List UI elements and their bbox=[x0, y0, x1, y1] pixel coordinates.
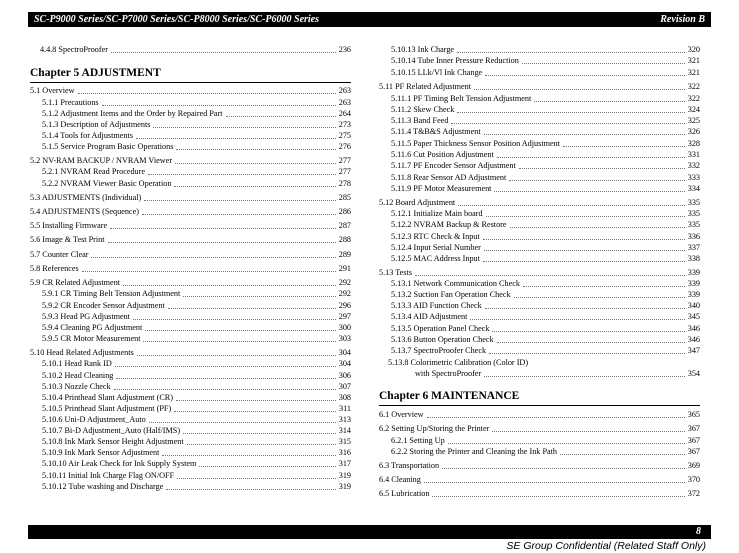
toc-entry[interactable]: 6.1 Overview 365 bbox=[379, 410, 700, 419]
toc-entry[interactable]: 5.13.1 Network Communication Check 339 bbox=[391, 279, 700, 288]
toc-entry[interactable]: 6.3 Transportation 369 bbox=[379, 461, 700, 470]
toc-entry[interactable]: 5.10.15 LLk/Vl Ink Change 321 bbox=[391, 68, 700, 77]
toc-entry[interactable]: 5.11.2 Skew Check 324 bbox=[391, 105, 700, 114]
header-revision: Revision B bbox=[660, 14, 705, 25]
toc-entry[interactable]: 6.4 Cleaning 370 bbox=[379, 475, 700, 484]
toc-entry[interactable]: 5.10.9 Ink Mark Sensor Adjustment 316 bbox=[42, 448, 351, 457]
toc-entry[interactable]: 5.1.2 Adjustment Items and the Order by Repaired Part 264 bbox=[42, 109, 351, 118]
toc-entry[interactable]: 5.11.5 Paper Thickness Sensor Position Adjustment 328 bbox=[391, 139, 700, 148]
toc-entry[interactable]: 5.9.5 CR Motor Measurement 303 bbox=[42, 334, 351, 343]
toc-entry[interactable]: 5.13.4 AID Adjustment 345 bbox=[391, 312, 700, 321]
toc-entry[interactable]: 5.11.3 Band Feed 325 bbox=[391, 116, 700, 125]
toc-entry[interactable]: 4.4.8 SpectroProofer 236 bbox=[40, 45, 351, 54]
toc-entry[interactable]: 5.11.1 PF Timing Belt Tension Adjustment 322 bbox=[391, 94, 700, 103]
toc-entry[interactable]: 6.5 Lubrication 372 bbox=[379, 489, 700, 498]
toc-entry[interactable]: 5.11.8 Rear Sensor AD Adjustment 333 bbox=[391, 173, 700, 182]
toc-entry[interactable]: 5.13.5 Operation Panel Check 346 bbox=[391, 324, 700, 333]
confidential-notice: SE Group Confidential (Related Staff Only) bbox=[506, 540, 706, 552]
toc-entry[interactable]: 5.1.1 Precautions 263 bbox=[42, 98, 351, 107]
chapter-heading: Chapter 6 MAINTENANCE bbox=[379, 390, 520, 402]
toc-entry[interactable]: 5.11 PF Related Adjustment 322 bbox=[379, 82, 700, 91]
toc-entry[interactable]: 5.10.1 Head Rank ID 304 bbox=[42, 359, 351, 368]
toc-entry[interactable]: 5.9.2 CR Encoder Sensor Adjustment 296 bbox=[42, 301, 351, 310]
toc-entry[interactable]: 5.10.7 Bi-D Adjustment_Auto (Half/IMS) 314 bbox=[42, 426, 351, 435]
toc-entry[interactable]: 6.2.2 Storing the Printer and Cleaning the Ink Path 367 bbox=[391, 447, 700, 456]
toc-entry[interactable]: 5.12.5 MAC Address Input 338 bbox=[391, 254, 700, 263]
toc-entry[interactable]: 5.10.4 Printhead Slant Adjustment (CR) 308 bbox=[42, 393, 351, 402]
toc-entry[interactable]: 5.9.1 CR Timing Belt Tension Adjustment 292 bbox=[42, 289, 351, 298]
header-title: SC-P9000 Series/SC-P7000 Series/SC-P8000 Series/SC-P6000 Series bbox=[34, 14, 320, 25]
toc-entry[interactable]: 5.11.7 PF Encoder Sensor Adjustment 332 bbox=[391, 161, 700, 170]
toc-entry[interactable]: 5.11.4 T&B&S Adjustment 326 bbox=[391, 127, 700, 136]
chapter-rule bbox=[379, 405, 700, 406]
toc-entry[interactable]: 5.13 Tests 339 bbox=[379, 268, 700, 277]
toc-entry[interactable]: 5.13.3 AID Function Check 340 bbox=[391, 301, 700, 310]
toc-entry[interactable]: 5.3 ADJUSTMENTS (Individual) 285 bbox=[30, 193, 351, 202]
toc-entry[interactable]: 5.11.9 PF Motor Measurement 334 bbox=[391, 184, 700, 193]
page-footer bbox=[28, 525, 711, 539]
toc-entry[interactable]: 5.12.1 Initialize Main board 335 bbox=[391, 209, 700, 218]
toc-entry[interactable]: 5.13.7 SpectroProofer Check 347 bbox=[391, 346, 700, 355]
page-header bbox=[28, 12, 711, 27]
toc-entry[interactable]: 5.12.4 Input Serial Number 337 bbox=[391, 243, 700, 252]
toc-entry[interactable]: 5.9.3 Head PG Adjustment 297 bbox=[42, 312, 351, 321]
toc-entry[interactable]: 5.1.4 Tools for Adjustments 275 bbox=[42, 131, 351, 140]
toc-entry[interactable]: 5.1 Overview 263 bbox=[30, 86, 351, 95]
chapter-heading: Chapter 5 ADJUSTMENT bbox=[30, 67, 161, 79]
toc-entry[interactable]: 5.10.14 Tube Inner Pressure Reduction 321 bbox=[391, 56, 700, 65]
toc-entry[interactable]: 5.12 Board Adjustment 335 bbox=[379, 198, 700, 207]
toc-entry[interactable]: 5.11.6 Cut Position Adjustment 331 bbox=[391, 150, 700, 159]
toc-entry[interactable]: 6.2 Setting Up/Storing the Printer 367 bbox=[379, 424, 700, 433]
toc-entry-multiline-line2[interactable]: with SpectroProofer 354 bbox=[415, 369, 700, 378]
toc-entry[interactable]: 5.10.6 Uni-D Adjustment_Auto 313 bbox=[42, 415, 351, 424]
page-number: 8 bbox=[696, 526, 701, 537]
toc-entry[interactable]: 5.2.1 NVRAM Read Procedure 277 bbox=[42, 167, 351, 176]
toc-entry[interactable]: 5.9.4 Cleaning PG Adjustment 300 bbox=[42, 323, 351, 332]
toc-entry[interactable]: 5.10.5 Printhead Slant Adjustment (PF) 311 bbox=[42, 404, 351, 413]
toc-entry[interactable]: 5.13.2 Suction Fan Operation Check 339 bbox=[391, 290, 700, 299]
toc-entry[interactable]: 5.10 Head Related Adjustments 304 bbox=[30, 348, 351, 357]
toc-entry[interactable]: 6.2.1 Setting Up 367 bbox=[391, 436, 700, 445]
toc-entry[interactable]: 5.7 Counter Clear 289 bbox=[30, 250, 351, 259]
toc-entry[interactable]: 5.10.3 Nozzle Check 307 bbox=[42, 382, 351, 391]
toc-entry[interactable]: 5.12.3 RTC Check & Input 336 bbox=[391, 232, 700, 241]
toc-entry[interactable]: 5.12.2 NVRAM Backup & Restore 335 bbox=[391, 220, 700, 229]
toc-entry[interactable]: 5.10.12 Tube washing and Discharge 319 bbox=[42, 482, 351, 491]
toc-entry[interactable]: 5.10.2 Head Cleaning 306 bbox=[42, 371, 351, 380]
toc-entry[interactable]: 5.10.10 Air Leak Check for Ink Supply System 317 bbox=[42, 459, 351, 468]
toc-entry[interactable]: 5.1.3 Description of Adjustments 273 bbox=[42, 120, 351, 129]
toc-entry[interactable]: 5.13.6 Button Operation Check 346 bbox=[391, 335, 700, 344]
toc-entry[interactable]: 5.4 ADJUSTMENTS (Sequence) 286 bbox=[30, 207, 351, 216]
toc-entry[interactable]: 5.2.2 NVRAM Viewer Basic Operation 278 bbox=[42, 179, 351, 188]
toc-entry[interactable]: 5.9 CR Related Adjustment 292 bbox=[30, 278, 351, 287]
toc-entry-multiline-line1[interactable]: 5.13.8 Colorimetric Calibration (Color ID) bbox=[388, 358, 529, 367]
toc-entry[interactable]: 5.8 References 291 bbox=[30, 264, 351, 273]
toc-entry[interactable]: 5.5 Installing Firmware 287 bbox=[30, 221, 351, 230]
toc-entry[interactable]: 5.6 Image & Test Print 288 bbox=[30, 235, 351, 244]
chapter-rule bbox=[30, 82, 351, 83]
toc-entry[interactable]: 5.10.13 Ink Charge 320 bbox=[391, 45, 700, 54]
toc-entry[interactable]: 5.10.8 Ink Mark Sensor Height Adjustment 315 bbox=[42, 437, 351, 446]
toc-entry[interactable]: 5.2 NV-RAM BACKUP / NVRAM Viewer 277 bbox=[30, 156, 351, 165]
toc-entry[interactable]: 5.1.5 Service Program Basic Operations 276 bbox=[42, 142, 351, 151]
toc-entry[interactable]: 5.10.11 Initial Ink Charge Flag ON/OFF 319 bbox=[42, 471, 351, 480]
